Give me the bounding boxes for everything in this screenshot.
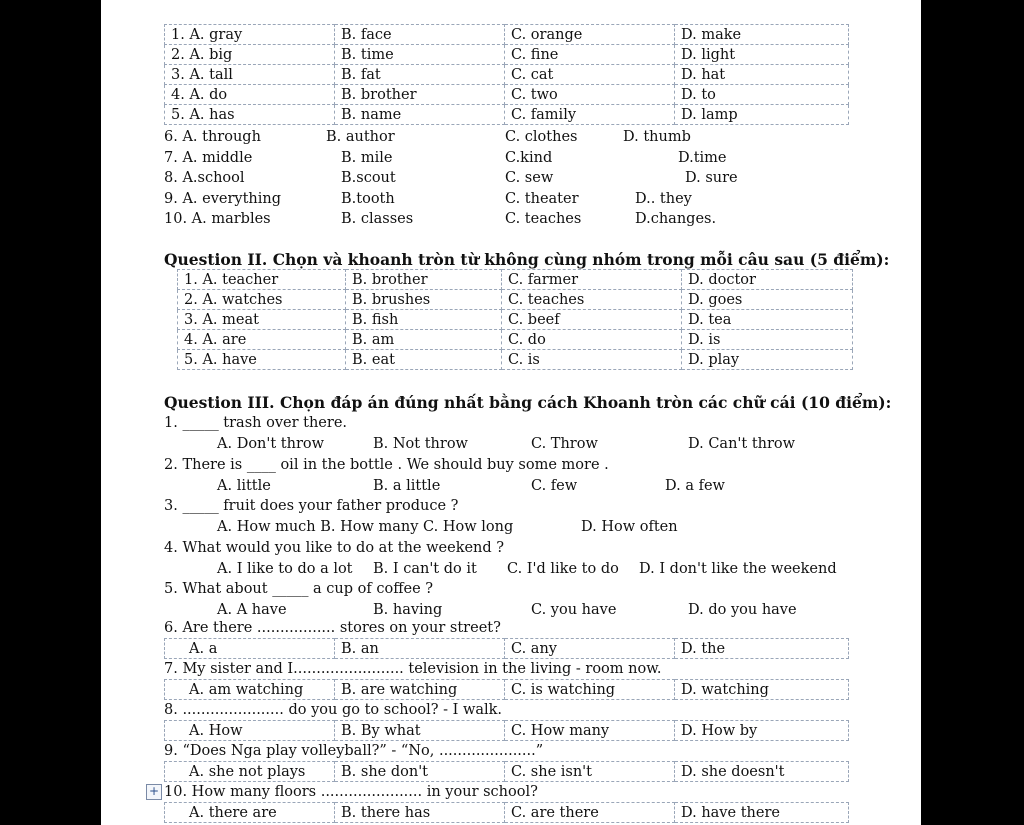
answer-option[interactable]: A. am watching	[165, 680, 335, 700]
option-text: B. classes	[341, 211, 414, 227]
answer-option[interactable]: B. she don't	[335, 762, 505, 782]
table-cell: B. am	[346, 330, 502, 350]
q2-heading: Question II. Chọn và khoanh tròn từ không cùng nhóm trong mỗi câu sau (5 điểm):	[164, 250, 890, 269]
option-text: C. sew	[505, 170, 554, 186]
option-text: C. clothes	[505, 129, 578, 145]
answer-option[interactable]: A. A have	[217, 602, 287, 618]
table-cell: C. fine	[505, 45, 675, 65]
option-text: B. mile	[341, 149, 393, 166]
table-cell: C. two	[505, 85, 675, 105]
answer-option[interactable]: B. having	[373, 602, 443, 618]
q2-table-row	[178, 290, 853, 310]
option-text: D. thumb	[623, 129, 691, 145]
answer-option[interactable]: D. How often	[581, 519, 678, 535]
option-text: D.. they	[635, 190, 692, 207]
q2-table-row	[178, 270, 853, 290]
q1-table-row	[165, 105, 849, 125]
table-cell: 2. A. watches	[178, 290, 346, 310]
answer-option[interactable]: D. the	[675, 639, 849, 659]
option-text: 9. A. everything	[164, 190, 282, 207]
q2-table	[177, 269, 853, 370]
table-cell: D. tea	[682, 310, 853, 330]
table-cell: 5. A. has	[165, 105, 335, 125]
option-text: 10. A. marbles	[164, 211, 271, 227]
question-text: 10. How many floors ...................... in your school?	[164, 784, 538, 800]
table-cell: C. do	[502, 330, 682, 350]
table-cell: 2. A. big	[165, 45, 335, 65]
table-cell: B. brushes	[346, 290, 502, 310]
answer-option[interactable]: D. How by	[675, 721, 849, 741]
q2-table-row	[178, 350, 853, 370]
answer-option[interactable]: A. Don't throw	[217, 436, 325, 452]
table-cell: B. face	[335, 25, 505, 45]
table-cell: D. is	[682, 330, 853, 350]
answer-options-table	[164, 638, 849, 659]
table-cell: D. lamp	[675, 105, 849, 125]
question-text: 1. _____ trash over there.	[164, 415, 348, 431]
answer-option[interactable]: B. there has	[335, 803, 505, 823]
q1-table-row	[165, 45, 849, 65]
answer-option[interactable]: A. little	[217, 477, 271, 494]
table-cell: B. brother	[346, 270, 502, 290]
option-text: D.changes.	[635, 211, 717, 227]
answer-options-table	[164, 679, 849, 700]
table-cell: D. light	[675, 45, 849, 65]
answer-option[interactable]: C. I'd like to do	[507, 560, 619, 577]
answer-option[interactable]: A. there are	[165, 803, 335, 823]
q2-table-row	[178, 330, 853, 350]
answer-option[interactable]: B. By what	[335, 721, 505, 741]
question-text: 2. There is ____ oil in the bottle . We should buy some more .	[164, 456, 609, 473]
table-cell: 5. A. have	[178, 350, 346, 370]
answer-option[interactable]: B. a little	[373, 477, 441, 494]
q1-table-row	[165, 25, 849, 45]
table-cell: B. time	[335, 45, 505, 65]
answer-option[interactable]: D. Can't throw	[688, 436, 796, 452]
option-text: C. teaches	[505, 211, 582, 227]
table-cell: B. brother	[335, 85, 505, 105]
table-cell: B. name	[335, 105, 505, 125]
table-cell: 1. A. gray	[165, 25, 335, 45]
answer-option[interactable]: C. few	[531, 477, 578, 494]
option-text: D. sure	[685, 170, 738, 186]
question-text: 9. “Does Nga play volleyball?” - “No, .....................”	[164, 743, 544, 759]
answer-option[interactable]: D. watching	[675, 680, 849, 700]
answer-option[interactable]: D. do you have	[688, 602, 797, 618]
table-cell: D. to	[675, 85, 849, 105]
option-text: B. author	[326, 129, 395, 145]
answer-option[interactable]: A. How much B. How many C. How long	[217, 519, 514, 535]
option-text: C. theater	[505, 190, 579, 207]
table-cell: B. fat	[335, 65, 505, 85]
table-cell: C. family	[505, 105, 675, 125]
spellcheck-underline	[161, 0, 291, 2]
table-cell: D. hat	[675, 65, 849, 85]
answer-option[interactable]: A. How	[165, 721, 335, 741]
answer-option[interactable]: B. Not throw	[373, 436, 468, 452]
answer-option[interactable]: D. a few	[665, 477, 725, 494]
table-cell: C. farmer	[502, 270, 682, 290]
table-cell: 3. A. tall	[165, 65, 335, 85]
table-cell: D. play	[682, 350, 853, 370]
table-cell: 3. A. meat	[178, 310, 346, 330]
table-cell: C. beef	[502, 310, 682, 330]
answer-option[interactable]: C. How many	[505, 721, 675, 741]
question-text: 4. What would you like to do at the weekend ?	[164, 539, 505, 556]
question-text: 5. What about _____ a cup of coffee ?	[164, 581, 434, 597]
answer-option[interactable]: B. I can't do it	[373, 560, 477, 577]
document-page	[101, 0, 921, 825]
q2-table-row	[178, 310, 853, 330]
option-text: C.kind	[505, 149, 553, 166]
table-cell: D. make	[675, 25, 849, 45]
answer-option[interactable]: C. you have	[531, 602, 617, 618]
answer-option[interactable]: B. are watching	[335, 680, 505, 700]
answer-option[interactable]: A. I like to do a lot	[217, 560, 353, 577]
answer-options-table	[164, 720, 849, 741]
answer-option[interactable]: C. are there	[505, 803, 675, 823]
table-cell: D. doctor	[682, 270, 853, 290]
answer-option[interactable]: D. she doesn't	[675, 762, 849, 782]
option-text: 8. A.school	[164, 170, 245, 186]
table-cell: B. eat	[346, 350, 502, 370]
table-cell: D. goes	[682, 290, 853, 310]
option-text: 6. A. through	[164, 129, 261, 145]
question-text: 7. My sister and I........................ television in the living - room now.	[164, 661, 662, 677]
q1-table-row	[165, 85, 849, 105]
question-text: 6. Are there ................. stores on your street?	[164, 620, 501, 636]
table-cell: 1. A. teacher	[178, 270, 346, 290]
answer-option[interactable]: C. is watching	[505, 680, 675, 700]
q1-table-row	[165, 65, 849, 85]
answer-options-table	[164, 802, 849, 823]
answer-option[interactable]: A. she not plays	[165, 762, 335, 782]
table-move-handle-icon[interactable]: +	[146, 784, 162, 800]
table-cell: B. fish	[346, 310, 502, 330]
table-cell: C. teaches	[502, 290, 682, 310]
answer-option[interactable]: C. any	[505, 639, 675, 659]
answer-option[interactable]: A. a	[165, 639, 335, 659]
answer-options-table	[164, 761, 849, 782]
answer-option[interactable]: D. I don't like the weekend	[639, 560, 837, 577]
option-text: 7. A. middle	[164, 149, 253, 166]
table-cell: C. is	[502, 350, 682, 370]
q1-table	[164, 24, 849, 125]
answer-option[interactable]: C. she isn't	[505, 762, 675, 782]
table-cell: C. cat	[505, 65, 675, 85]
table-cell: 4. A. are	[178, 330, 346, 350]
table-cell: 4. A. do	[165, 85, 335, 105]
option-text: B.scout	[341, 170, 396, 186]
q3-heading: Question III. Chọn đáp án đúng nhất bằng cách Khoanh tròn các chữ cái (10 điểm):	[164, 393, 892, 412]
answer-option[interactable]: B. an	[335, 639, 505, 659]
option-text: D.time	[678, 149, 727, 166]
answer-option[interactable]: C. Throw	[531, 436, 598, 452]
question-text: 8. ...................... do you go to school? - I walk.	[164, 702, 503, 718]
answer-option[interactable]: D. have there	[675, 803, 849, 823]
question-text: 3. _____ fruit does your father produce ?	[164, 498, 459, 514]
option-text: B.tooth	[341, 190, 395, 207]
table-cell: C. orange	[505, 25, 675, 45]
